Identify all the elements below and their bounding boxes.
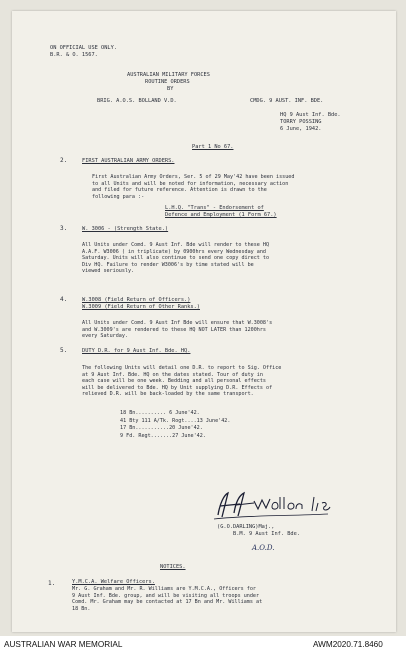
body-line: viewed seriously. [82, 268, 135, 275]
classification-line: ON OFFICIAL USE ONLY. [50, 45, 117, 51]
notice-body [72, 586, 262, 612]
item-heading: W.3009 (Field Return of Other Ranks.) [82, 304, 200, 310]
item-heading: W.3008 (Field Return of Officers.) [82, 297, 191, 303]
item-number: 2. [60, 157, 68, 164]
body-line: at 9 Aust Inf. Bde. HQ on the dates stated. Tour of duty in [82, 371, 263, 378]
item-subheading: Defence and Employment (1 Form 67.) [165, 212, 277, 218]
item-subheading: L.H.Q. "Trans" - Endorsement of [165, 205, 264, 211]
body-line: Comd. Mr. Graham may be contacted at 17 Bn and Mr. Williams at [72, 599, 263, 606]
body-line: All Units under Comd. 9 Aust Inf Bde will ensure that W.3008's [82, 320, 273, 326]
item-heading: W. 3006 - (Strength State.) [82, 226, 169, 232]
item-body [82, 242, 269, 275]
body-line: Saturday. Units will also continue to send one copy direct to [82, 255, 270, 262]
commander-name: BRIG. A.O.S. BOLLAND V.D. [97, 98, 177, 104]
body-line: A.A.F. W3006 ( in triplicate) by 0900hrs every Wednesday and [82, 248, 267, 255]
item-body [82, 365, 281, 398]
item-body [92, 174, 294, 200]
body-line: every Saturday. [82, 333, 129, 340]
archive-footer [0, 636, 406, 653]
header-title-line: BY [167, 86, 174, 92]
body-line: 9 Aust Inf. Bde. group, and will be visiting all troops under [72, 592, 260, 599]
roster-entry: 18 Bn.......... 6 June'42. [120, 410, 200, 416]
location-line: TORRY POSSING [280, 119, 322, 125]
body-line: 18 Bn. [72, 605, 91, 612]
command-title: CMDG. 9 AUST. INF. BDE. [250, 98, 324, 104]
archive-name: AUSTRALIAN WAR MEMORIAL [4, 640, 123, 649]
paper-page [12, 11, 396, 632]
header-title-line: ROUTINE ORDERS [145, 79, 190, 85]
part-title: Part 1 No 67. [192, 144, 234, 150]
duty-roster [120, 410, 230, 440]
reference-line: B.R. & O. 1567. [50, 52, 98, 58]
roster-entry: 9 Fd. Regt.......27 June'42. [120, 432, 206, 439]
header-title-line: AUSTRALIAN MILITARY FORCES [127, 72, 210, 78]
handwritten-initials: A.O.D. [252, 544, 275, 552]
body-line: All Units under Comd. 9 Aust Inf. Bde will render to these HQ [82, 242, 270, 248]
body-line: First Australian Army Orders, Ser. 5 of 29 May'42 have been issued [92, 174, 295, 180]
item-heading: FIRST AUSTRALIAN ARMY ORDERS. [82, 158, 175, 164]
notices-title: NOTICES. [160, 564, 186, 570]
body-line: each case will be one week. Bedding and all personal effects [82, 378, 267, 385]
body-line: relieved D.R. will be back-loaded by the same transport. [82, 391, 254, 398]
body-line: will be delivered to Bde. HQ by Unit supplying D.R. Effects of [82, 384, 273, 391]
signatory-name: (G.O.DARLING)Maj., [217, 524, 275, 530]
item-number: 5. [60, 347, 68, 354]
date-line: 6 June, 1942. [280, 126, 322, 132]
item-number: 3. [60, 225, 68, 232]
body-line: Mr. G. Graham and Mr. R. Williams are Y.M.C.A., Officers for [72, 586, 257, 592]
notice-number: 1. [48, 580, 56, 587]
location-line: HQ 9 Aust Inf. Bde. [280, 112, 341, 118]
notice-heading: Y.M.C.A. Welfare Officers. [72, 579, 155, 585]
body-line: to all Units and will be noted for information, necessary action [92, 180, 289, 187]
roster-entry: 41 Bty 111 A/Tk. Rogt....13 June'42. [120, 417, 231, 424]
body-line: The following Units will detail one D.R. to report to Sig. Office [82, 365, 282, 371]
body-line: and W.3009's are rendered to these HQ NOT LATER than 1200hrs [82, 326, 267, 333]
item-number: 4. [60, 296, 68, 303]
signatory-title: B.M. 9 Aust Inf. Bde. [233, 531, 300, 537]
archive-accession-number: AWM2020.71.8460 [313, 640, 383, 649]
body-line: following para :- [92, 193, 145, 200]
item-heading: DUTY D.R. for 9 Aust Inf. Bde. HQ. [82, 348, 191, 354]
handwritten-signature [210, 489, 350, 521]
item-body [82, 320, 272, 340]
body-line: and filed for future reference. Attention is drawn to the [92, 187, 267, 194]
roster-entry: 17 Bn...........20 June'42. [120, 425, 203, 432]
body-line: Div HQ. Failure to render W3006's by time stated will be [82, 261, 254, 268]
